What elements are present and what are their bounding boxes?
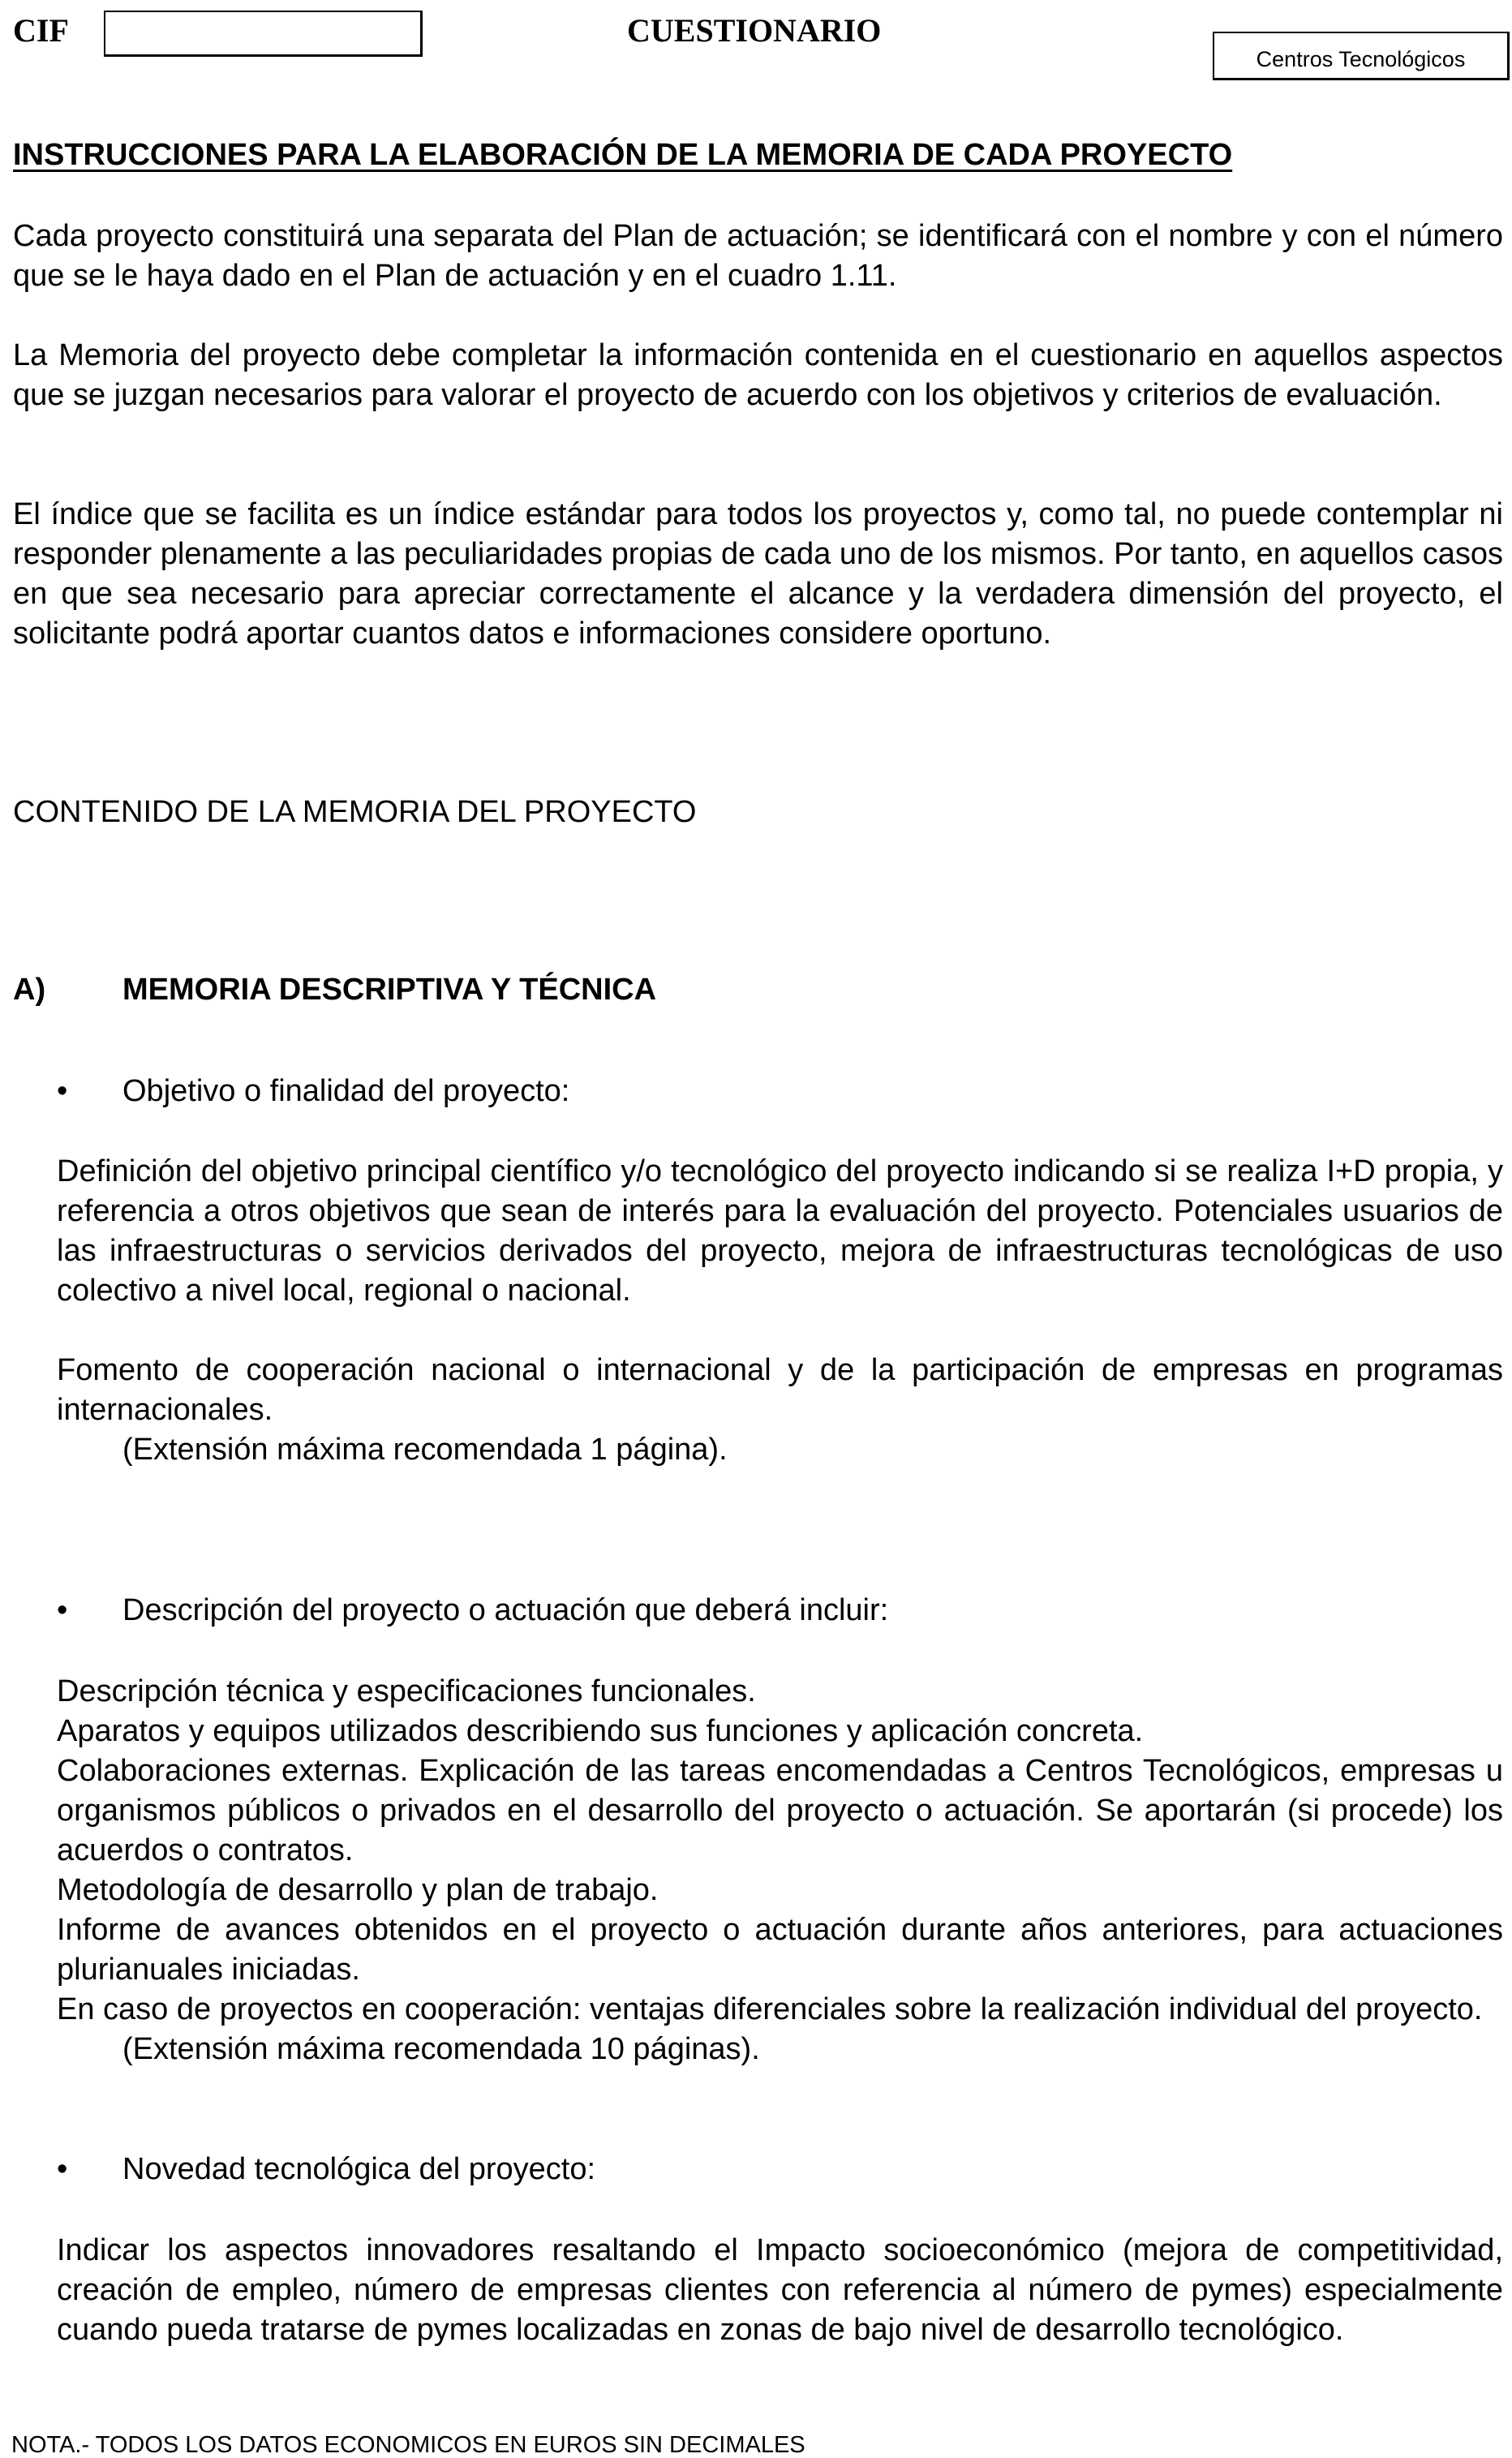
- extension-note-2: (Extensión máxima recomendada 10 páginas).: [122, 2032, 760, 2066]
- intro-paragraph-3: El índice que se facilita es un índice estándar para todos los proyectos y, como tal, no puede contemplar ni responder plenamente a las peculiaridades propias de cada uno de los mismos. Por tanto, en aquellos casos en que sea necesario para apreciar correctamente el alcance y la verdadera dimensión del proyecto, el solicitante podrá aportar cuantos datos e informaciones considere oportuno.: [13, 497, 1503, 651]
- list-item: En caso de proyectos en cooperación: ventajas diferenciales sobre la realización individual del proyecto.: [57, 1992, 1483, 2026]
- intro-paragraph-1: Cada proyecto constituirá una separata del Plan de actuación; se identificará con el nombre y con el número que se le haya dado en el Plan de actuación y en el cuadro 1.11.: [13, 219, 1503, 293]
- bullet-novedad-label: Novedad tecnológica del proyecto:: [122, 2152, 596, 2186]
- bullet-descripcion-label: Descripción del proyecto o actuación que deberá incluir:: [122, 1593, 889, 1627]
- bullet-objetivo-label: Objetivo o finalidad del proyecto:: [122, 1074, 570, 1108]
- list-item: Metodología de desarrollo y plan de trabajo.: [57, 1873, 659, 1907]
- instructions-heading: INSTRUCCIONES PARA LA ELABORACIÓN DE LA MEMORIA DE CADA PROYECTO: [13, 138, 1233, 172]
- contents-title: CONTENIDO DE LA MEMORIA DEL PROYECTO: [13, 795, 697, 829]
- list-item: Colaboraciones externas. Explicación de las tareas encomendadas a Centros Tecnológicos, empresas u organismos públicos o privados en el desarrollo del proyecto o actuación. Se aportarán (si procede) los acuerdos o contratos.: [57, 1754, 1503, 1867]
- category-badge: Centros Tecnológicos: [1213, 32, 1510, 80]
- footer-note: NOTA.- TODOS LOS DATOS ECONOMICOS EN EUROS SIN DECIMALES: [11, 2432, 805, 2458]
- bullet-icon: •: [57, 1593, 68, 1627]
- list-item: Descripción técnica y especificaciones funcionales.: [57, 1674, 756, 1708]
- bullet-icon: •: [57, 1074, 68, 1108]
- intro-paragraph-2: La Memoria del proyecto debe completar la información contenida en el cuestionario en aquellos aspectos que se juzgan necesarios para valorar el proyecto de acuerdo con los objetivos y criterios de evaluación.: [13, 338, 1503, 412]
- cif-label: CIF: [13, 12, 69, 49]
- fomento-paragraph: Fomento de cooperación nacional o internacional y de la participación de empresas en programas internacionales.: [57, 1353, 1503, 1427]
- section-a-title: MEMORIA DESCRIPTIVA Y TÉCNICA: [122, 973, 657, 1007]
- extension-note-1: (Extensión máxima recomendada 1 página).: [122, 1433, 728, 1467]
- cif-input[interactable]: [104, 11, 423, 57]
- list-item: Aparatos y equipos utilizados describiendo sus funciones y aplicación concreta.: [57, 1714, 1144, 1748]
- novedad-paragraph: Indicar los aspectos innovadores resaltando el Impacto socioeconómico (mejora de competitividad, creación de empleo, número de empresas clientes con referencia al número de pymes) especialmente cuando pueda tratarse de pymes localizadas en zonas de bajo nivel de desarrollo tecnológico.: [57, 2233, 1503, 2347]
- document-title: CUESTIONARIO: [627, 12, 882, 49]
- objetivo-paragraph: Definición del objetivo principal científico y/o tecnológico del proyecto indicando si se realiza I+D propia, y referencia a otros objetivos que sean de interés para la evaluación del proyecto. Potenciales usuarios de las infraestructuras o servicios derivados del proyecto, mejora de infraestructuras tecnológicas de uso colectivo a nivel local, regional o nacional.: [57, 1154, 1503, 1308]
- section-a-letter: A): [13, 973, 46, 1007]
- bullet-icon: •: [57, 2152, 68, 2186]
- descripcion-items: [57, 1672, 1503, 2069]
- list-item: Informe de avances obtenidos en el proyecto o actuación durante años anteriores, para actuaciones plurianuales iniciadas.: [57, 1913, 1503, 1987]
